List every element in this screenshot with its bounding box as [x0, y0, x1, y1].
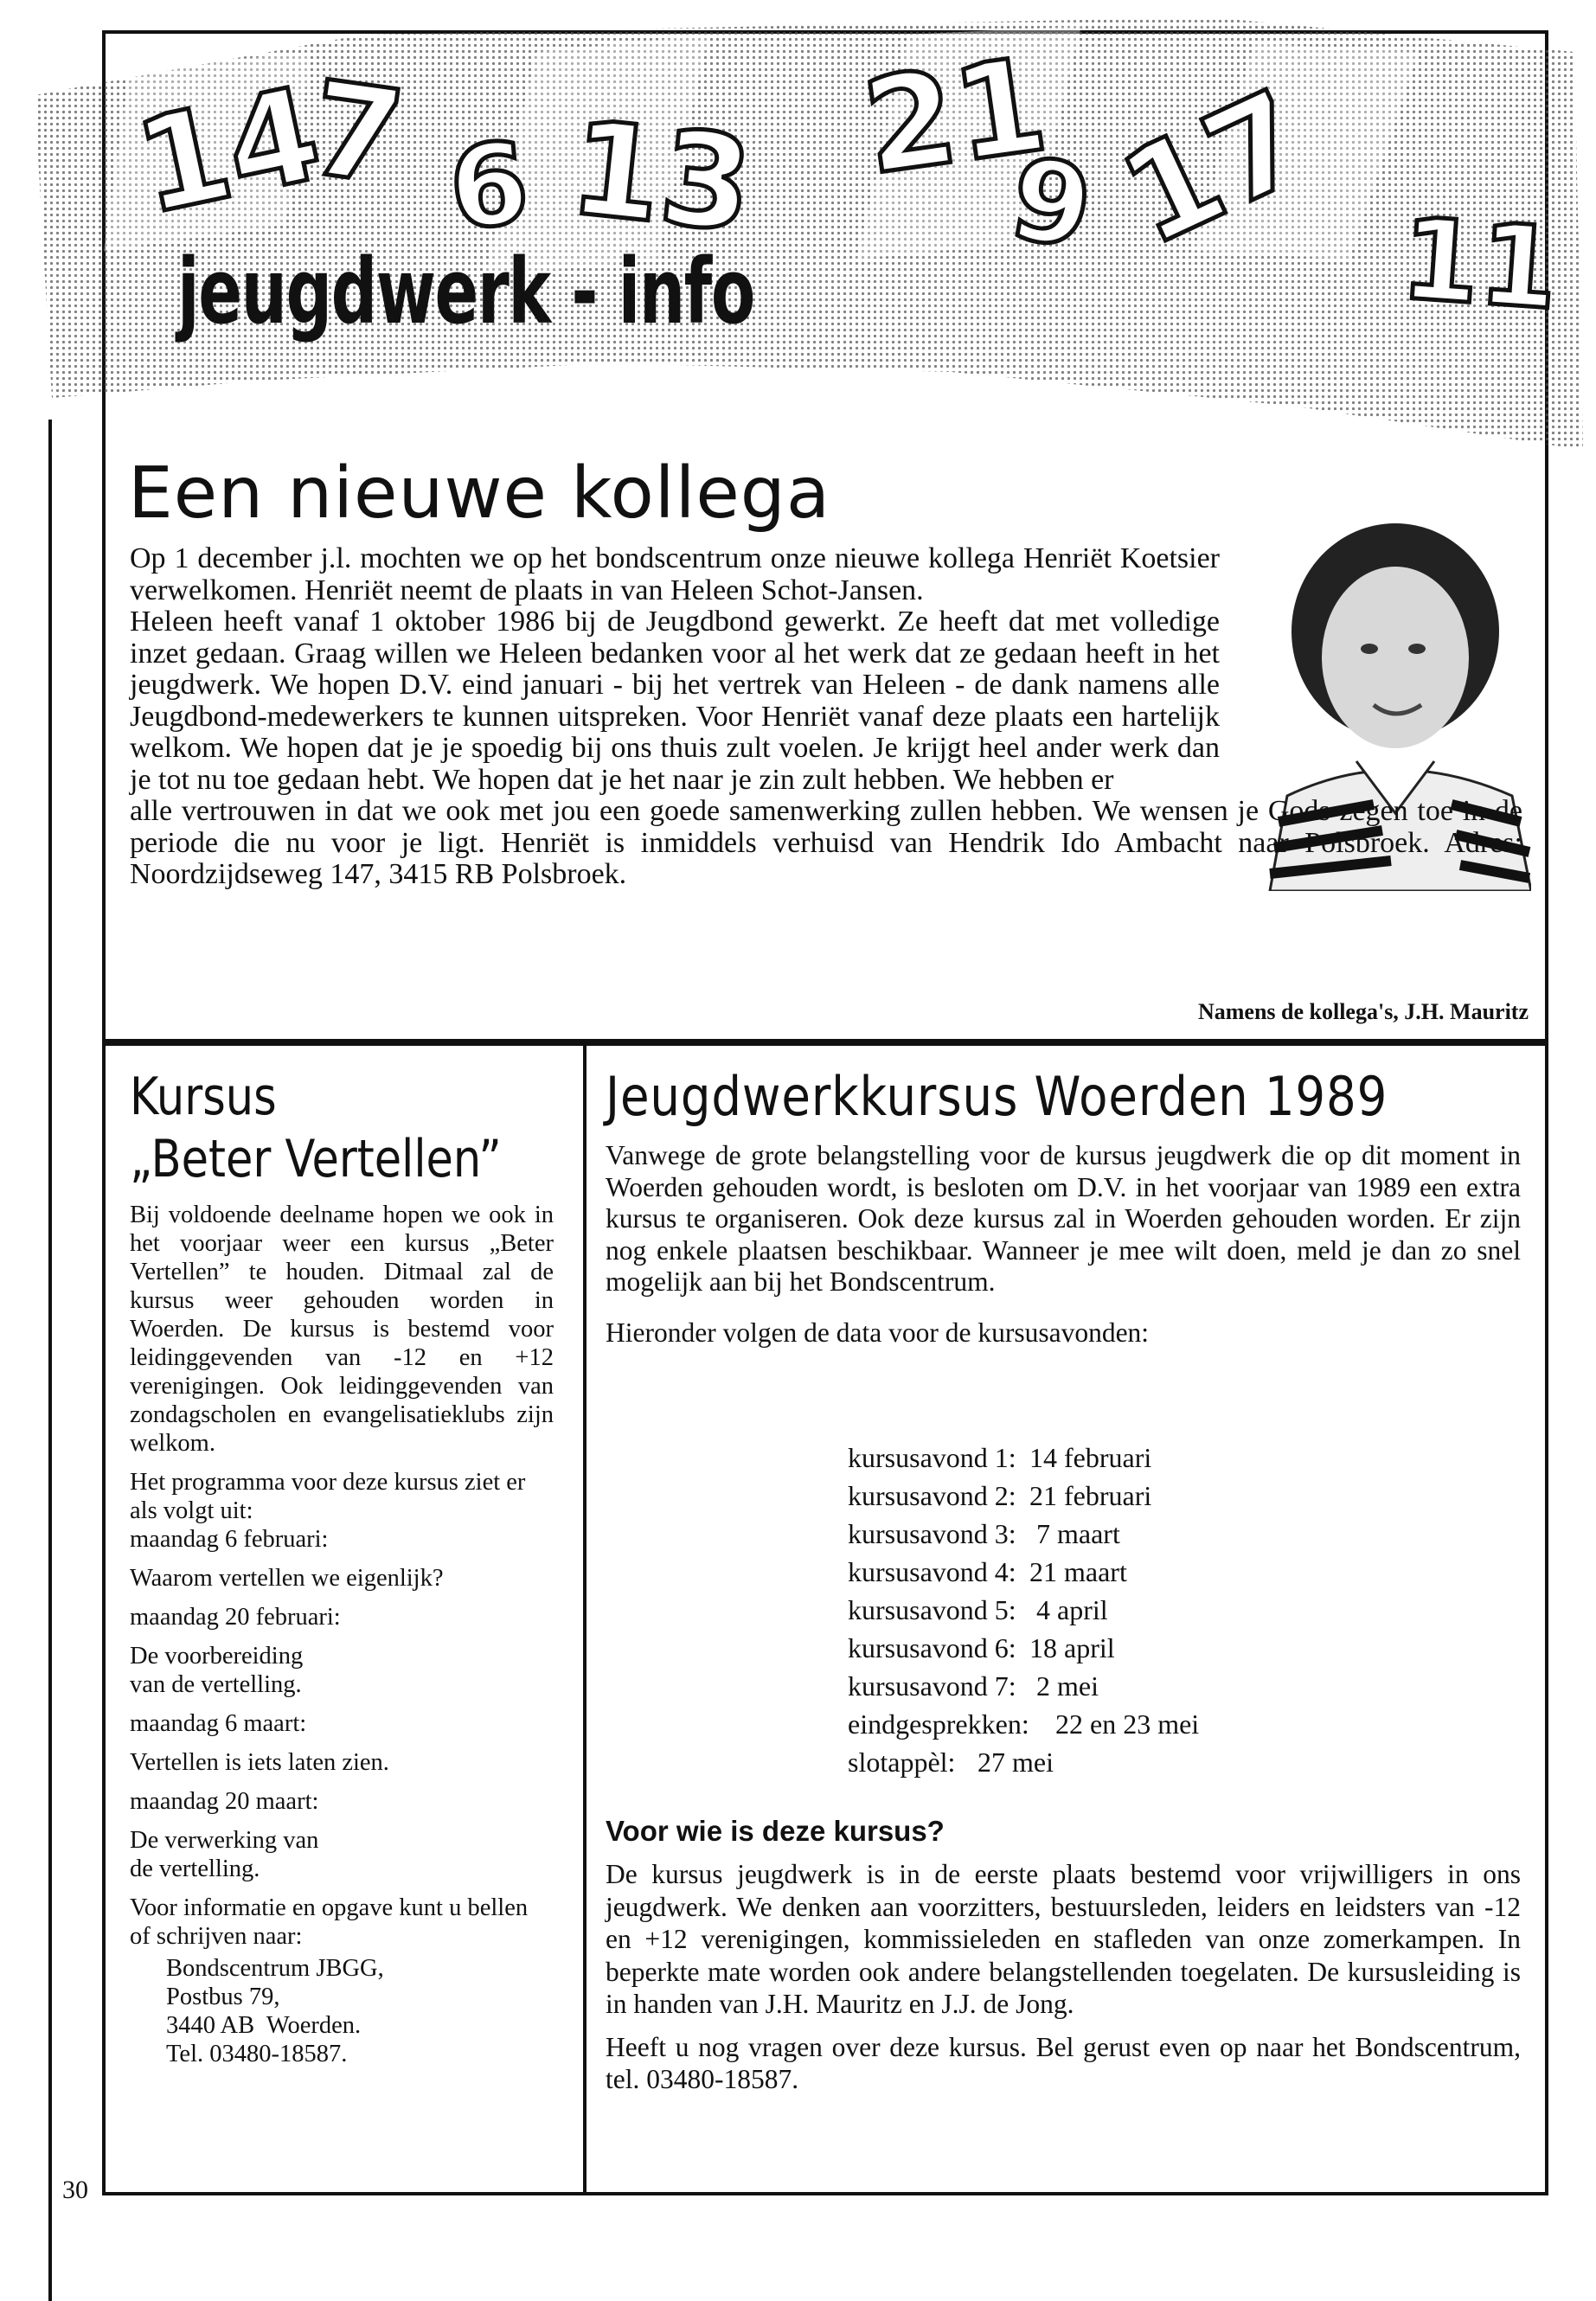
- date-row: [848, 1477, 1199, 1515]
- number-7: 17: [1101, 62, 1329, 275]
- program-topic: Vertellen is iets laten zien.: [130, 1749, 389, 1776]
- number-1: 14: [125, 59, 333, 244]
- page-margin-rule: [48, 420, 52, 2301]
- kursus-contact-intro: Voor informatie en opgave kunt u bellen of schrijven naar:: [130, 1894, 529, 1950]
- woerden-body: [606, 1140, 1521, 1349]
- woerden-title: Jeugdwerkkursus Woerden 1989: [606, 1065, 1388, 1128]
- contact-line: Bondscentrum JBGG,: [166, 1955, 384, 1982]
- kursus-title-line-2: „Beter Vertellen”: [130, 1129, 502, 1189]
- date-row: [848, 1515, 1199, 1553]
- date-value: 4 april: [1029, 1594, 1108, 1625]
- number-8: 11: [1396, 192, 1563, 336]
- date-label: kursusavond 2:: [848, 1480, 1016, 1511]
- woerden-questions: Heeft u nog vragen over deze kursus. Bel gerust even op naar het Bondscentrum, tel. 03480-18587.: [606, 2031, 1521, 2094]
- date-row: [848, 1553, 1199, 1591]
- date-value: 21 februari: [1029, 1480, 1152, 1511]
- woerden-audience-section: [606, 1858, 1521, 2106]
- kursus-intro: Bij voldoende deelname hopen we ook in het voorjaar weer een kursus „Beter Vertellen” te houden. Ditmaal zal de kursus weer gehouden worden in Woerden. De kursus is bestemd voor leidinggevenden van -12 en +12 verenigingen. Ook leidinggevenden van zondagscholen en evangelisatieklubs zijn welkom.: [130, 1202, 554, 1457]
- program-day: maandag 20 februari:: [130, 1604, 341, 1631]
- woerden-audience: De kursus jeugdwerk is in de eerste plaats bestemd voor vrijwilligers in ons jeugdwerk. We denken aan voorzitters, bestuursleden, leiders en leidsters van -12 en +12 verenigingen, kommissieleden en stafleden van onze zomerkampen. In beperkte mate worden ook andere belangstellenden toegelaten. De kursusleiding is in handen van J.H. Mauritz en J.J. de Jong.: [606, 1859, 1521, 2019]
- kursus-program: [130, 1525, 554, 1883]
- number-6: 9: [1001, 131, 1101, 275]
- article-signature: Namens de kollega's, J.H. Mauritz: [1197, 999, 1529, 1024]
- woerden-dates-intro: Hieronder volgen de data voor de kursusavonden:: [606, 1317, 1150, 1348]
- kursus-title: [130, 1066, 502, 1190]
- program-topic: De verwerking van de vertelling.: [130, 1827, 319, 1882]
- program-topic: Waarom vertellen we eigenlijk?: [130, 1565, 444, 1592]
- date-label: eindgesprekken:: [848, 1708, 1029, 1740]
- date-label: kursusavond 7:: [848, 1670, 1016, 1702]
- date-row: [848, 1705, 1199, 1743]
- date-label: kursusavond 5:: [848, 1594, 1016, 1625]
- program-item: [130, 1603, 554, 1699]
- header-banner: [0, 0, 1596, 484]
- article-title: Een nieuwe kollega: [128, 452, 831, 535]
- article-paragraph-2: Heleen heeft vanaf 1 oktober 1986 bij de Jeugdbond gewerkt. Ze heeft dat met volledige inzet gedaan. Graag willen we Heleen bedanken voor al het werk dat ze gedaan heeft in het jeugdwerk. We hopen D.V. eind januari - bij het vertrek van Heleen - de dank namens alle Jeugdbond-medewerkers te kunnen uitspreken. Voor Henriët vanaf deze plaats een hartelijk welkom. We hopen dat je je spoedig bij ons thuis zult voelen. Je krijgt heel ander werk dan je tot nu toe gedaan hebt. We hopen dat je het naar je zin zult hebben. We hebben er: [130, 606, 1220, 796]
- date-row: [848, 1667, 1199, 1705]
- date-value: 27 mei: [977, 1747, 1054, 1778]
- number-5: 21: [855, 29, 1055, 204]
- number-4: 13: [563, 93, 760, 262]
- date-row: [848, 1439, 1199, 1477]
- program-day: maandag 20 maart:: [130, 1788, 319, 1815]
- date-value: 22 en 23 mei: [1055, 1708, 1200, 1740]
- date-row: [848, 1629, 1199, 1667]
- date-value: 21 maart: [1029, 1556, 1127, 1587]
- contact-line: Tel. 03480-18587.: [166, 2041, 348, 2067]
- program-day: maandag 6 februari:: [130, 1526, 329, 1553]
- date-label: slotappèl:: [848, 1747, 956, 1778]
- woerden-intro: Vanwege de grote belangstelling voor de kursus jeugdwerk die op dit moment in Woerden gehouden wordt, is besloten om D.V. in het voorjaar van 1989 een extra kursus te organiseren. Ook deze kursus zal in Woerden gehouden worden. Er zijn nog enkele plaatsen beschikbaar. Wanneer je mee wilt doen, meld je dan zo snel mogelijk aan bij het Bondscentrum.: [606, 1140, 1521, 1297]
- date-value: 18 april: [1029, 1632, 1115, 1663]
- program-day: maandag 6 maart:: [130, 1710, 307, 1737]
- date-label: kursusavond 3:: [848, 1518, 1016, 1549]
- date-label: kursusavond 1:: [848, 1442, 1016, 1473]
- program-item: [130, 1525, 554, 1593]
- contact-line: 3440 AB Woerden.: [166, 2012, 362, 2039]
- date-value: 14 februari: [1029, 1442, 1152, 1473]
- number-3: 6: [444, 117, 534, 255]
- kursus-title-line-1: Kursus: [130, 1067, 277, 1127]
- kursus-body: [130, 1201, 554, 2068]
- section-brand: jeugdwerk - info: [177, 239, 754, 344]
- date-list: [848, 1439, 1199, 1781]
- page-number: 30: [62, 2176, 88, 2204]
- program-item: [130, 1709, 554, 1777]
- date-label: kursusavond 4:: [848, 1556, 1016, 1587]
- kursus-program-intro: Het programma voor deze kursus ziet er als volgt uit:: [130, 1469, 526, 1524]
- woerden-subhead: Voor wie is deze kursus?: [606, 1815, 945, 1847]
- article-body: [130, 543, 1548, 891]
- program-item: [130, 1787, 554, 1883]
- article-paragraph-1: Op 1 december j.l. mochten we op het bondscentrum onze nieuwe kollega Henriët Koetsier verwelkomen. Henriët neemt de plaats in van Heleen Schot-Jansen.: [130, 542, 1220, 606]
- contact-line: Postbus 79,: [166, 1984, 280, 2010]
- date-row: [848, 1591, 1199, 1629]
- program-topic: De voorbereiding van de vertelling.: [130, 1643, 304, 1698]
- date-label: kursusavond 6:: [848, 1632, 1016, 1663]
- date-value: 7 maart: [1029, 1518, 1120, 1549]
- date-value: 2 mei: [1029, 1670, 1099, 1702]
- kursus-contact: [166, 1954, 554, 2068]
- number-2: 7: [301, 53, 412, 215]
- date-row: [848, 1743, 1199, 1781]
- article-paragraph-3: alle vertrouwen in dat we ook met jou een goede samenwerking zullen hebben. We wensen je Gods zegen toe in de periode die nu voor je ligt. Henriët is inmiddels verhuisd van Hendrik Ido Ambacht naar Polsbroek. Adres: Noordzijdseweg 147, 3415 RB Polsbroek.: [130, 795, 1522, 890]
